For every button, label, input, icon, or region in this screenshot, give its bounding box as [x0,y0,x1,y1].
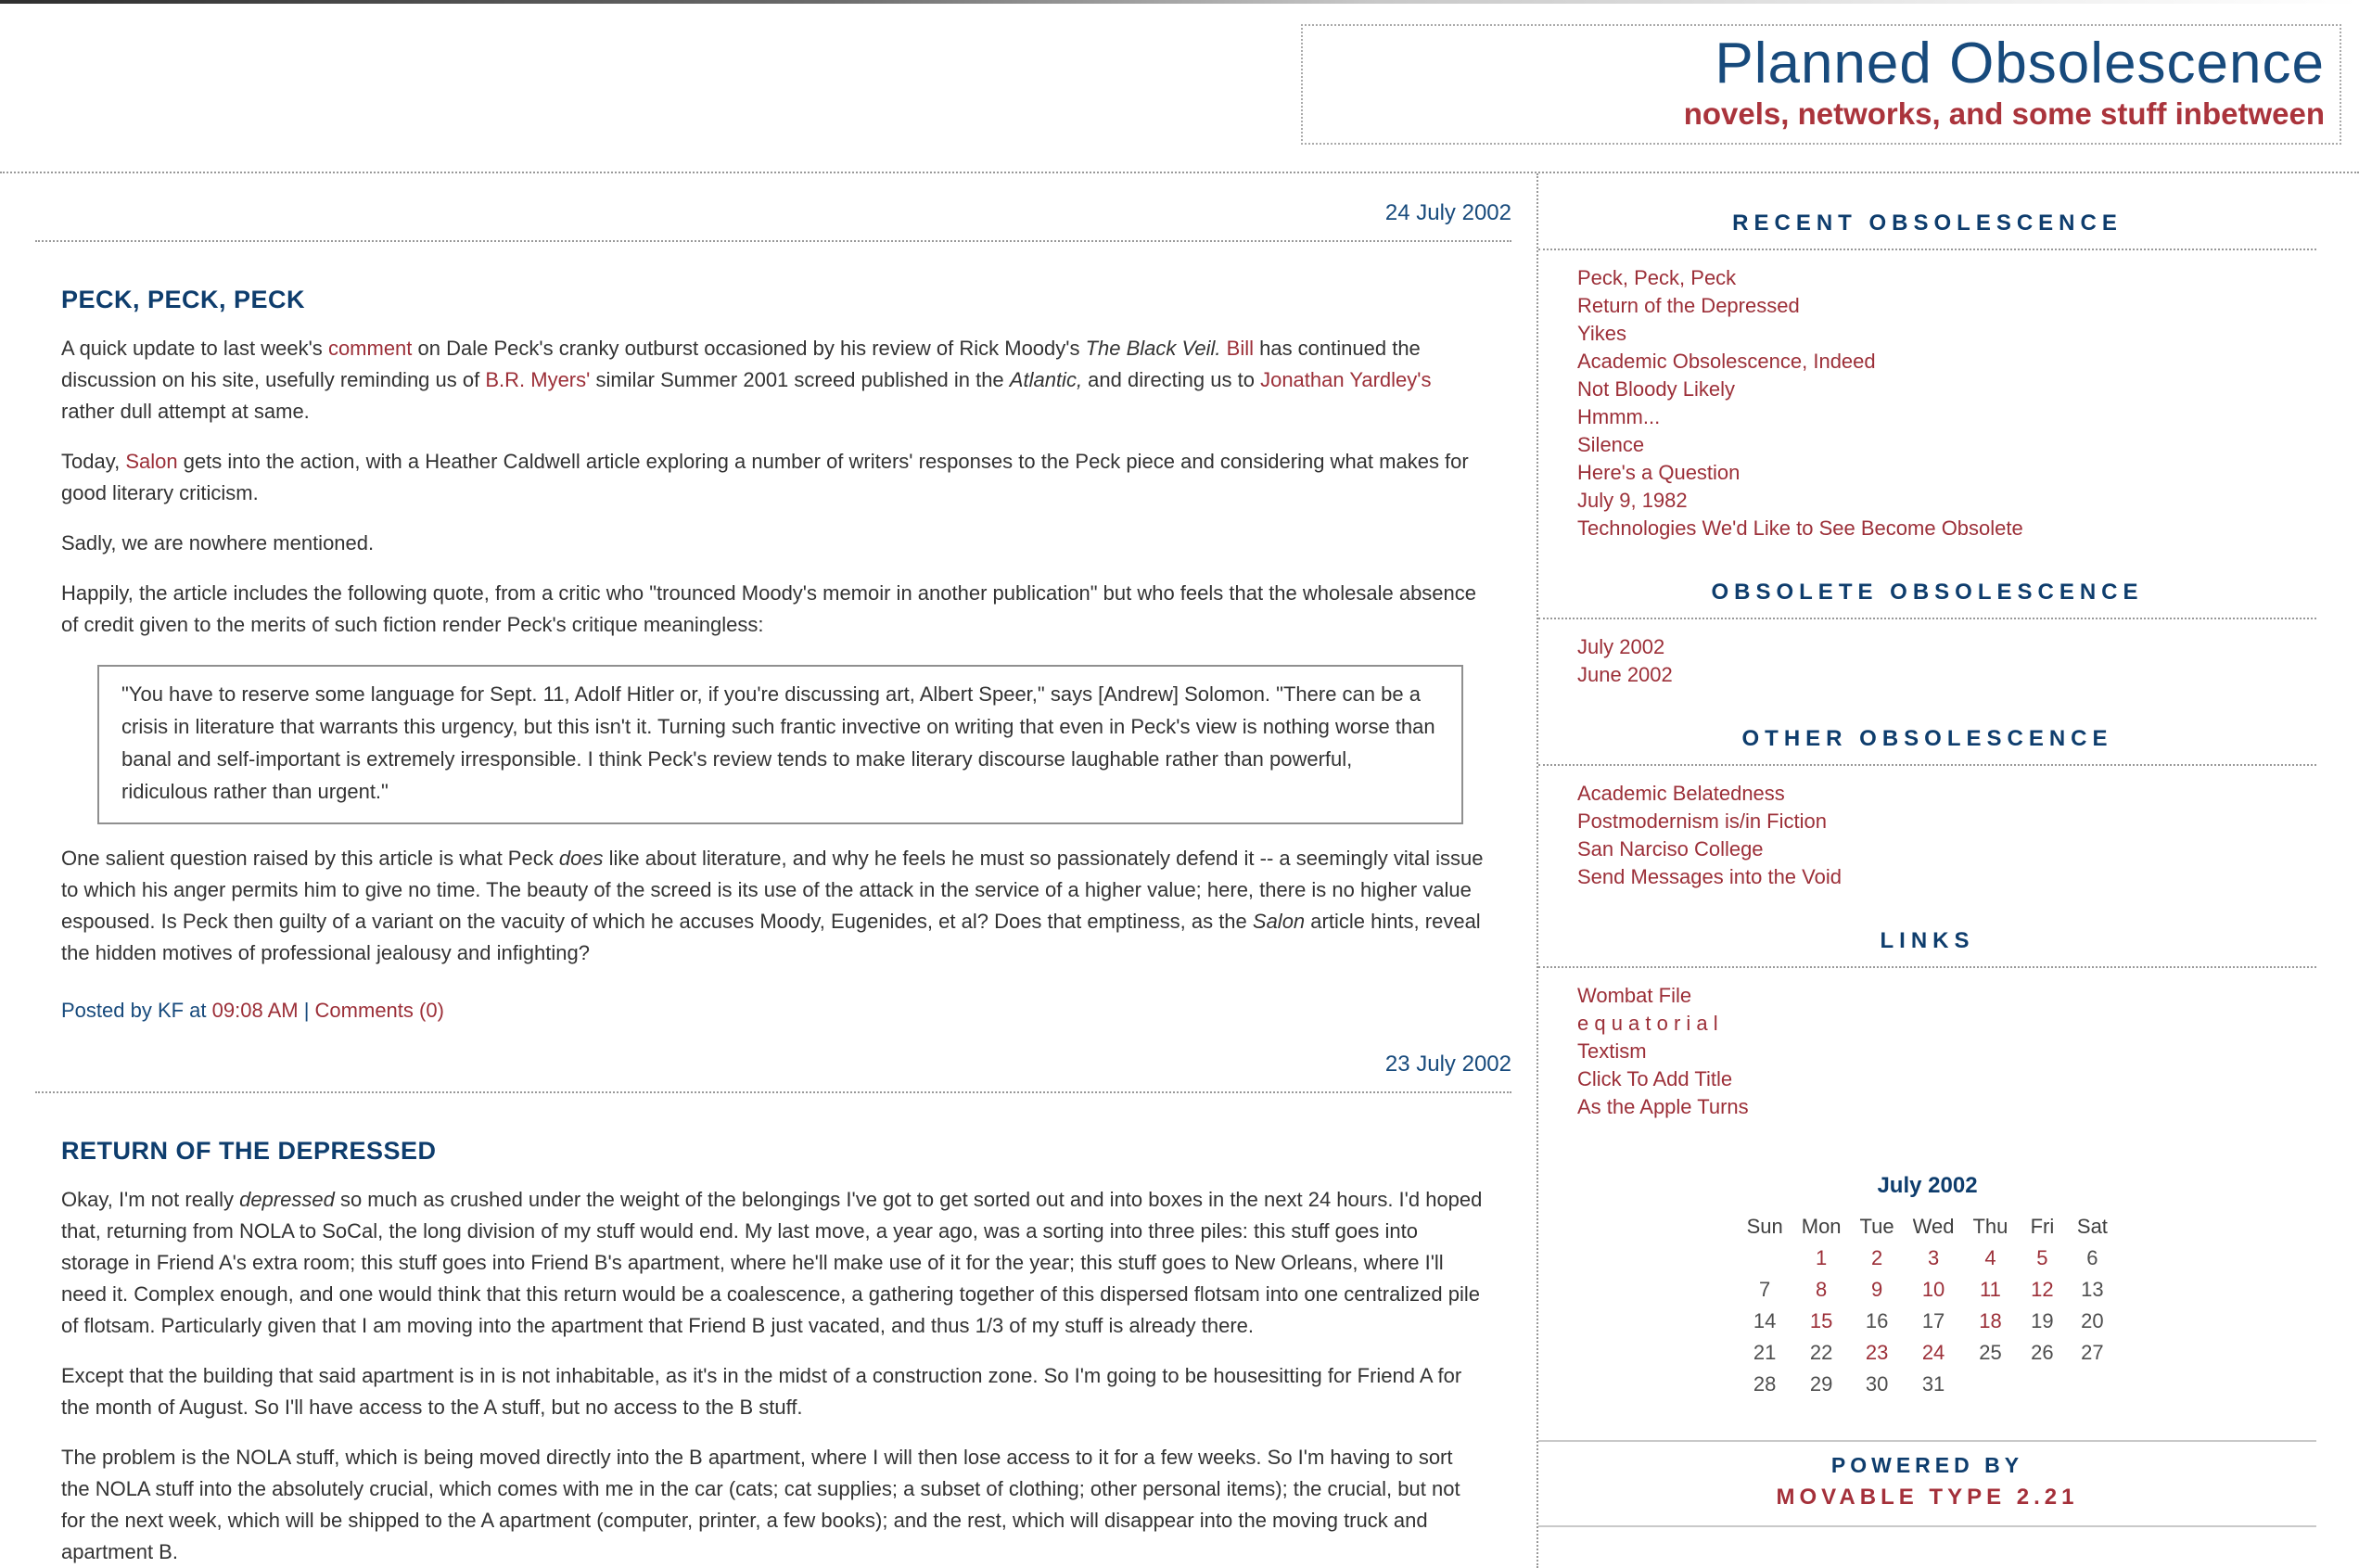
calendar-day-link[interactable]: 15 [1809,1309,1833,1332]
calendar-day-link[interactable]: 4 [1984,1246,1996,1269]
sidebar-section [1538,210,2316,542]
calendar-day: 17 [1921,1309,1945,1332]
calendar-day-link[interactable]: 11 [1980,1278,2001,1301]
text-segment: One salient question raised by this article is what Peck [61,847,559,870]
text-segment: Happily, the article includes the following quote, from a critic who "trounced Moody's memoir in another publication" but who feels that the wholesale absence of credit given to the merits of such fiction render Peck's critique meaningless: [61,581,1477,636]
calendar-day [1853,1243,1902,1273]
list-item [1577,661,2316,689]
section-divider [1538,249,2316,250]
comments-link[interactable]: Comments (0) [314,999,444,1022]
text-segment: so much as crushed under the weight of the belongings I've got to get sorted out and into boxes in the next 24 hours. I'd hoped that, returning from NOLA to SoCal, the long division of my stuff would end. My last move, a year ago, was a sorting into three piles: this stuff goes into storage in Friend A's extra room; this stuff goes into Friend B's apartment, where he'll make use of it for the year; this stuff goes to New Orleans, where I'll need it. Complex enough, and one would think that this return would be a coalescence, a gathering together of this dispersed flotsam into one centralized pile of flotsam. Particularly given that I am moving into the apartment that Friend B just vacated, and thus 1/3 of my stuff is already there. [61,1188,1483,1337]
calendar-day-header: Tue [1859,1215,1894,1238]
post-byline [61,997,1486,1025]
list-item [1577,633,2316,661]
post-paragraph [61,333,1486,427]
inline-link[interactable]: Jonathan Yardley's [1260,368,1432,391]
post-title: PECK, PECK, PECK [61,286,306,313]
calendar-day-link[interactable]: 2 [1870,1246,1883,1269]
sidebar-section [1538,928,2316,1121]
inline-link[interactable]: Bill [1226,337,1254,360]
inline-link[interactable]: Salon [125,450,178,473]
calendar-day-link[interactable]: 10 [1921,1278,1945,1301]
text-segment: Posted by KF at [61,999,212,1022]
calendar-empty-cell [2069,1370,2115,1399]
sidebar-link-list [1538,780,2316,891]
calendar-week-row [1740,1338,2116,1368]
list-item [1577,1038,2316,1065]
text-segment: The problem is the NOLA stuff, which is being moved directly into the B apartment, where I will then lose access to it for a few weeks. So I'm having to sort the NOLA stuff into the absolutely crucial, which comes with me in the car (cats; cat supplies; a subset of clothing; other personal items); the crucial, but not for the next week, which will be shipped to the A apartment (computer, printer, a few books); and the rest, which will disappear into the moving truck and apartment B. [61,1446,1460,1563]
sidebar-link[interactable]: Click To Add Title [1577,1067,1733,1090]
sidebar-link[interactable]: Wombat File [1577,984,1692,1007]
text-segment: like about literature, and why he feels he must so passionately defend it -- a seemingly vital issue to which his anger permits him to give no time. The beauty of the screed is its use of the attack in the service of a higher value; here, there is no higher value espoused. Is Peck then guilty of a variant on the vacuity of which he accuses Moody, Eugenides, et al? Does that emptiness, as the [61,847,1484,933]
post [35,1051,1511,1568]
post-paragraph [61,446,1486,509]
inline-link[interactable]: B.R. Myers' [485,368,591,391]
calendar-empty-cell [1740,1243,1791,1273]
sidebar-link[interactable]: Send Messages into the Void [1577,865,1842,888]
time-link[interactable]: 09:08 AM [211,999,299,1022]
calendar-day [1794,1275,1849,1305]
calendar-day: 25 [1979,1341,2002,1364]
sidebar-section [1538,580,2316,689]
text-segment: does [558,847,604,870]
list-item [1577,1010,2316,1038]
post-paragraph [61,528,1486,559]
calendar-title: July 2002 [1877,1173,1978,1198]
calendar-day: 31 [1921,1372,1945,1396]
main-column [0,173,1537,1568]
text-segment: depressed [239,1188,335,1211]
section-divider [1538,966,2316,968]
post-date: 23 July 2002 [35,1051,1511,1093]
calendar-day-header: Thu [1972,1215,2008,1238]
list-item [1577,264,2316,292]
list-item [1577,808,2316,835]
post-paragraph [61,1184,1486,1342]
calendar-day-link[interactable]: 5 [2036,1246,2048,1269]
calendar-day-header: Wed [1912,1215,1955,1238]
calendar-day-link[interactable]: 18 [1979,1309,2002,1332]
calendar-day-link[interactable]: 3 [1927,1246,1940,1269]
text-segment: article hints, reveal the hidden motives of professional jealousy and infighting? [61,910,1481,964]
sidebar-link[interactable]: Technologies We'd Like to See Become Obsolete [1577,516,2023,540]
calendar-day: 13 [2081,1278,2104,1301]
calendar-day [1906,1275,1962,1305]
sidebar-link[interactable]: Academic Obsolescence, Indeed [1577,350,1876,373]
calendar-day [1906,1243,1962,1273]
text-segment: similar Summer 2001 screed published in the [590,368,1010,391]
sidebar-section-title: RECENT OBSOLESCENCE [1732,210,2123,236]
text-segment: has continued the discussion on his site, usefully reminding us of [61,337,1421,391]
sidebar-sections [1538,210,2316,1121]
post-paragraph [61,1360,1486,1423]
powered-by [1538,1440,2316,1527]
calendar-day [1906,1338,1962,1368]
calendar-day-header: Mon [1801,1215,1842,1238]
list-item [1577,487,2316,515]
calendar-header-row [1740,1212,2116,1242]
calendar-day: 29 [1809,1372,1833,1396]
calendar-week-row [1740,1243,2116,1273]
masthead-row [0,4,2359,145]
text-segment: "You have to reserve some language for Sept. 11, Adolf Hitler or, if you're discussing art, Albert Speer," says [Andrew] Solomon. "There can be a crisis in literature that warrants this urgency, but this isn't it. Turning such frantic invective on writing that even in Peck's view is nothing worse than banal and self-important is extremely irresponsible. I think Peck's review tends to make literary discourse laughable rather than powerful, ridiculous rather than urgent." [121,682,1435,803]
section-divider [1538,618,2316,619]
sidebar-link-list [1538,264,2316,542]
calendar-day: 16 [1865,1309,1889,1332]
sidebar-link[interactable]: Hmmm... [1577,405,1661,428]
calendar-day-link[interactable]: 1 [1816,1246,1828,1269]
calendar-day: 14 [1753,1309,1777,1332]
page-body [0,172,2359,1568]
post-date: 24 July 2002 [35,199,1511,242]
list-item [1577,863,2316,891]
sidebar-link[interactable]: Not Bloody Likely [1577,377,1735,401]
text-segment: Except that the building that said apartment is in is not inhabitable, as it's in the midst of a construction zone. So I'm going to be housesitting for Friend A for the month of August. So I'll have access to the A stuff, but no access to the B stuff. [61,1364,1462,1419]
calendar-day [1794,1243,1849,1273]
sidebar-link[interactable]: July 9, 1982 [1577,489,1688,512]
calendar-day-link[interactable]: 8 [1816,1278,1828,1301]
calendar-week-row [1740,1370,2116,1399]
sidebar-link[interactable]: June 2002 [1577,663,1673,686]
text-segment: rather dull attempt at same. [61,400,310,423]
section-divider [1538,764,2316,766]
sidebar-section-title: OBSOLETE OBSOLESCENCE [1711,580,2144,605]
text-segment: A quick update to last week's [61,337,328,360]
calendar-day [1853,1338,1902,1368]
list-item [1577,1065,2316,1093]
list-item [1577,515,2316,542]
sidebar-section-title: OTHER OBSOLESCENCE [1741,726,2113,751]
calendar-day: 30 [1865,1372,1889,1396]
calendar-day: 27 [2081,1341,2104,1364]
calendar-day: 19 [2031,1309,2054,1332]
post-paragraph [61,1442,1486,1568]
calendar-day [1965,1243,2015,1273]
list-item [1577,403,2316,431]
calendar-day: 6 [2086,1246,2098,1269]
calendar-day-link[interactable]: 23 [1865,1341,1889,1364]
calendar-day: 20 [2081,1309,2104,1332]
sidebar-link[interactable]: Yikes [1577,322,1626,345]
text-segment: gets into the action, with a Heather Caldwell article exploring a number of writers' responses to the Peck piece and considering what makes for good literary criticism. [61,450,1469,504]
text-segment: Okay, I'm not really [61,1188,240,1211]
sidebar [1537,173,2359,1568]
masthead [1301,24,2341,145]
calendar-day [2019,1275,2065,1305]
post-blockquote [97,665,1463,824]
calendar-day-link[interactable]: 12 [2031,1278,2054,1301]
list-item [1577,376,2316,403]
calendar-day-link[interactable]: 24 [1921,1341,1945,1364]
list-item [1577,348,2316,376]
calendar-day [2019,1243,2065,1273]
list-item [1577,1093,2316,1121]
calendar-day [1853,1275,1902,1305]
sidebar-link[interactable]: San Narciso College [1577,837,1764,860]
sidebar-section [1538,726,2316,891]
calendar-day: 22 [1809,1341,1833,1364]
list-item [1577,780,2316,808]
text-segment: Today, [61,450,126,473]
calendar-week-row [1740,1275,2116,1305]
sidebar-link[interactable]: As the Apple Turns [1577,1095,1749,1118]
sidebar-section-title: LINKS [1880,928,1975,953]
sidebar-link[interactable]: Academic Belatedness [1577,782,1785,805]
list-item [1577,320,2316,348]
list-item [1577,459,2316,487]
sidebar-link[interactable]: Return of the Depressed [1577,294,1800,317]
calendar-day-header: Sat [2076,1215,2108,1238]
text-segment: and directing us to [1082,368,1261,391]
text-segment: Atlantic, [1009,368,1083,391]
calendar-day-header: Sun [1746,1215,1783,1238]
calendar-day: 26 [2031,1341,2054,1364]
calendar-empty-cell [1965,1370,2015,1399]
sidebar-link[interactable]: Here's a Question [1577,461,1741,484]
calendar-table [1736,1210,2120,1401]
sidebar-link[interactable]: July 2002 [1577,635,1665,658]
sidebar-link-list [1538,982,2316,1121]
text-segment: Sadly, we are nowhere mentioned. [61,531,375,555]
post-title: RETURN OF THE DEPRESSED [61,1137,437,1165]
site-tagline: novels, networks, and some stuff inbetween [1683,96,2325,131]
text-segment: on Dale Peck's cranky outburst occasioned by his review of Rick Moody's [412,337,1086,360]
calendar-day [1965,1275,2015,1305]
calendar-day [1794,1307,1849,1336]
post [35,199,1511,1025]
list-item [1577,982,2316,1010]
calendar-day: 28 [1753,1372,1777,1396]
text-segment: The Black Veil. [1085,337,1221,360]
text-segment: | [298,999,315,1022]
calendar [1538,1173,2316,1401]
sidebar-link[interactable]: Peck, Peck, Peck [1577,266,1737,289]
calendar-week-row [1740,1307,2116,1336]
calendar-empty-cell [2019,1370,2065,1399]
sidebar-link-list [1538,633,2316,689]
post-paragraph [61,578,1486,641]
text-segment: Salon [1252,910,1306,933]
list-item [1577,431,2316,459]
sidebar-link[interactable]: e q u a t o r i a l [1577,1012,1718,1035]
list-item [1577,835,2316,863]
post-paragraph [61,843,1486,969]
calendar-day: 21 [1753,1341,1777,1364]
movable-type-link[interactable]: MOVABLE TYPE 2.21 [1776,1485,2079,1510]
list-item [1577,292,2316,320]
site-title: Planned Obsolescence [1715,32,2325,96]
calendar-day [1965,1307,2015,1336]
calendar-day-link[interactable]: 9 [1870,1278,1883,1301]
inline-link[interactable]: comment [327,337,413,360]
sidebar-link[interactable]: Textism [1577,1039,1647,1063]
sidebar-link[interactable]: Silence [1577,433,1645,456]
calendar-day-header: Fri [2030,1215,2055,1238]
calendar-day: 7 [1759,1278,1771,1301]
powered-by-label: POWERED BY [1830,1453,2024,1477]
sidebar-link[interactable]: Postmodernism is/in Fiction [1577,809,1827,833]
